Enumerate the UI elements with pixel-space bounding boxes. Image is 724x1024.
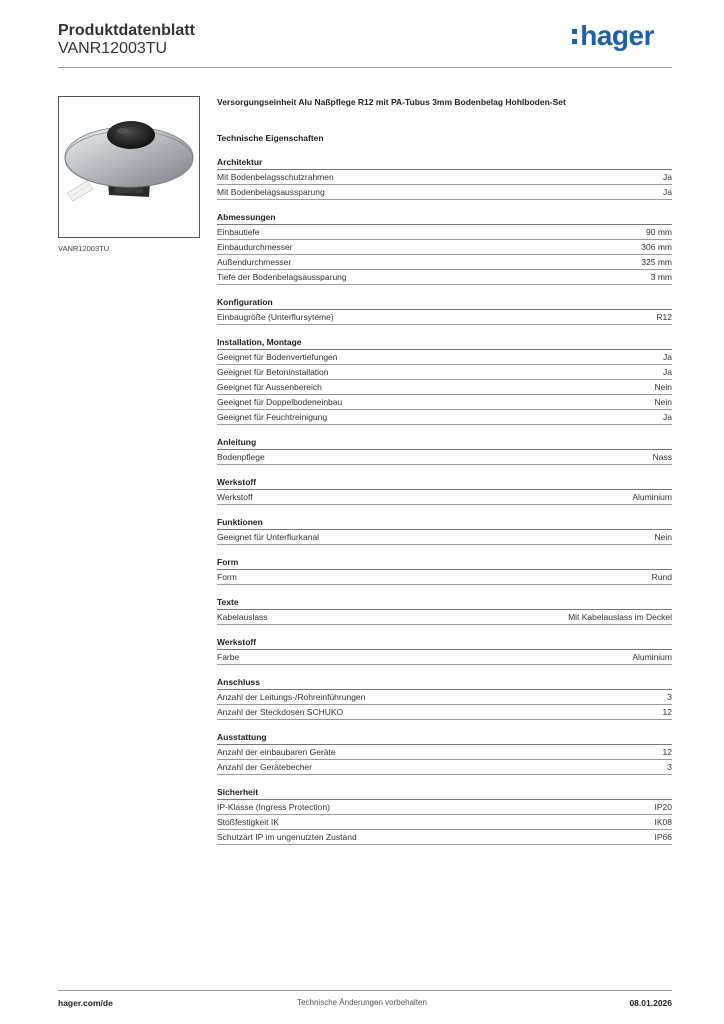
floor-box-image-icon — [59, 97, 199, 237]
property-label: Bodenpflege — [217, 452, 265, 462]
property-value: Aluminium — [632, 492, 672, 502]
property-group — [217, 676, 672, 720]
footer-disclaimer: Technische Änderungen vorbehalten — [297, 998, 427, 1007]
property-row — [217, 610, 672, 625]
property-row — [217, 530, 672, 545]
property-label: Anzahl der Gerätebecher — [217, 762, 312, 772]
group-title: Funktionen — [217, 516, 672, 530]
property-value: Nein — [654, 382, 672, 392]
property-label: Werkstoff — [217, 492, 253, 502]
property-value: IK08 — [654, 817, 672, 827]
footer-date: 08.01.2026 — [629, 998, 672, 1008]
property-row — [217, 270, 672, 285]
property-value: Ja — [663, 412, 672, 422]
property-row — [217, 255, 672, 270]
property-label: Geeignet für Aussenbereich — [217, 382, 322, 392]
property-group — [217, 556, 672, 585]
footer-divider — [58, 990, 672, 991]
property-row — [217, 350, 672, 365]
property-value: 3 — [667, 762, 672, 772]
property-row — [217, 690, 672, 705]
property-row — [217, 225, 672, 240]
group-title: Anschluss — [217, 676, 672, 690]
property-value: 12 — [662, 747, 672, 757]
group-title: Abmessungen — [217, 211, 672, 225]
property-value: Nein — [654, 532, 672, 542]
property-label: Form — [217, 572, 237, 582]
footer-website-link[interactable]: hager.com/de — [58, 998, 113, 1008]
property-label: Anzahl der einbaubaren Geräte — [217, 747, 336, 757]
property-group — [217, 731, 672, 775]
property-label: Geeignet für Feuchtreinigung — [217, 412, 328, 422]
property-value: Ja — [663, 187, 672, 197]
property-label: Geeignet für Bodenvertiefungen — [217, 352, 338, 362]
property-value: Nass — [652, 452, 672, 462]
property-row — [217, 570, 672, 585]
property-label: IP-Klasse (Ingress Protection) — [217, 802, 330, 812]
property-row — [217, 705, 672, 720]
property-row — [217, 490, 672, 505]
property-value: IP20 — [654, 802, 672, 812]
property-group — [217, 296, 672, 325]
property-group — [217, 436, 672, 465]
property-label: Kabelauslass — [217, 612, 268, 622]
property-value: Aluminium — [632, 652, 672, 662]
property-value: IP66 — [654, 832, 672, 842]
property-row — [217, 815, 672, 830]
property-value: Nein — [654, 397, 672, 407]
property-row — [217, 365, 672, 380]
product-image — [58, 96, 200, 238]
property-label: Einbautiefe — [217, 227, 260, 237]
group-title: Anleitung — [217, 436, 672, 450]
property-group — [217, 156, 672, 200]
property-row — [217, 650, 672, 665]
property-group — [217, 476, 672, 505]
page-subtitle: VANR12003TU — [58, 40, 168, 57]
group-title: Werkstoff — [217, 636, 672, 650]
property-row — [217, 410, 672, 425]
property-label: Stoßfestigkeit IK — [217, 817, 279, 827]
property-row — [217, 745, 672, 760]
property-row — [217, 240, 672, 255]
group-title: Ausstattung — [217, 731, 672, 745]
header-divider — [58, 67, 672, 68]
property-row — [217, 395, 672, 410]
property-group — [217, 211, 672, 285]
property-label: Mit Bodenbelagsschutzrahmen — [217, 172, 334, 182]
property-group — [217, 516, 672, 545]
group-title: Form — [217, 556, 672, 570]
property-group — [217, 636, 672, 665]
property-value: 306 mm — [641, 242, 672, 252]
property-groups — [217, 156, 672, 845]
product-description: Versorgungseinheit Alu Naßpflege R12 mit PA-Tubus 3mm Bodenbelag Hohlboden-Set — [217, 97, 566, 107]
property-value: 3 mm — [650, 272, 672, 282]
property-label: Einbaugröße (Unterflursyteme) — [217, 312, 334, 322]
group-title: Installation, Montage — [217, 336, 672, 350]
property-row — [217, 830, 672, 845]
property-value: Ja — [663, 367, 672, 377]
property-label: Farbe — [217, 652, 240, 662]
property-group — [217, 596, 672, 625]
group-title: Sicherheit — [217, 786, 672, 800]
property-row — [217, 450, 672, 465]
property-label: Geeignet für Unterflurkanal — [217, 532, 320, 542]
logo-text: hager — [580, 20, 654, 51]
page-header — [58, 20, 672, 66]
page-title: Produktdatenblatt — [58, 22, 195, 39]
property-group — [217, 786, 672, 845]
property-label: Außendurchmesser — [217, 257, 292, 267]
property-value: Ja — [663, 352, 672, 362]
property-group — [217, 336, 672, 425]
property-label: Einbaudurchmesser — [217, 242, 293, 252]
property-label: Mit Bodenbelagsaussparung — [217, 187, 325, 197]
property-row — [217, 800, 672, 815]
property-row — [217, 170, 672, 185]
property-label: Anzahl der Leitungs-/Rohreinführungen — [217, 692, 366, 702]
group-title: Architektur — [217, 156, 672, 170]
properties-content — [217, 95, 672, 845]
property-value: Mit Kabelauslass im Deckel — [568, 612, 672, 622]
property-label: Tiefe der Bodenbelagsaussparung — [217, 272, 347, 282]
property-label: Geeignet für Doppelbodeneinbau — [217, 397, 343, 407]
property-row — [217, 380, 672, 395]
logo-dots-icon — [572, 29, 577, 44]
image-caption: VANR12003TU — [58, 244, 110, 253]
property-value: R12 — [656, 312, 672, 322]
hager-logo — [572, 20, 654, 52]
property-value: Rund — [651, 572, 672, 582]
property-row — [217, 760, 672, 775]
property-row — [217, 185, 672, 200]
property-value: Ja — [663, 172, 672, 182]
group-title: Konfiguration — [217, 296, 672, 310]
property-value: 325 mm — [641, 257, 672, 267]
property-value: 90 mm — [646, 227, 672, 237]
group-title: Werkstoff — [217, 476, 672, 490]
property-label: Schutzart IP im ungenutzten Zustand — [217, 832, 357, 842]
property-value: 12 — [662, 707, 672, 717]
section-heading: Technische Eigenschaften — [217, 133, 324, 143]
property-label: Geeignet für Betoninstallation — [217, 367, 329, 377]
property-value: 3 — [667, 692, 672, 702]
group-title: Texte — [217, 596, 672, 610]
property-row — [217, 310, 672, 325]
property-label: Anzahl der Steckdosen SCHUKO — [217, 707, 344, 717]
